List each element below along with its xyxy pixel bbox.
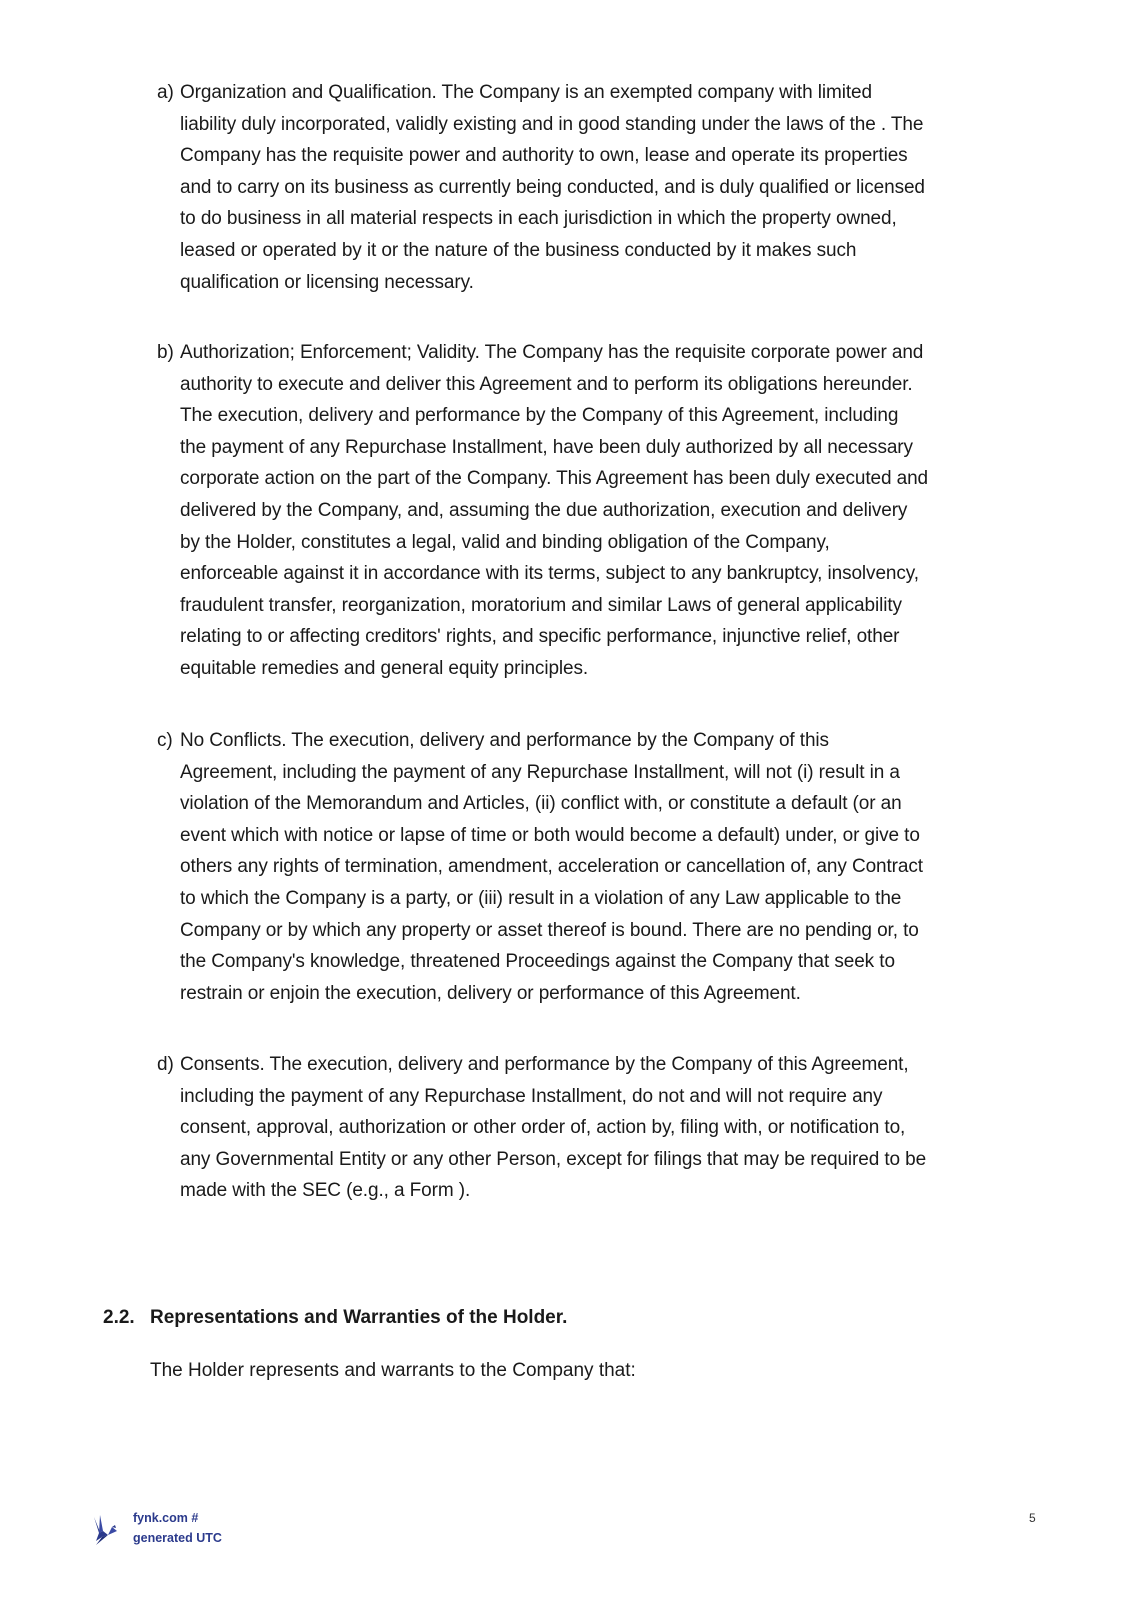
clause-line: enforceable against it in accordance with its terms, subject to any bankruptcy, insolvency,	[180, 563, 919, 585]
section-heading	[103, 1305, 567, 1331]
footer-brand	[133, 1508, 222, 1548]
clause-body	[180, 77, 1047, 298]
clause-c	[157, 725, 1047, 1009]
clause-line: Consents. The execution, delivery and performance by the Company of this Agreement,	[180, 1054, 909, 1075]
clause-line: made with the SEC (e.g., a Form ).	[180, 1180, 471, 1202]
clause-body	[180, 1049, 1047, 1207]
clause-line: Company has the requisite power and authority to own, lease and operate its properties	[180, 145, 908, 167]
clause-line: and to carry on its business as currently being conducted, and is duly qualified or licensed	[180, 176, 925, 198]
footer-brand-line: fynk.com #	[133, 1511, 199, 1525]
clause-line: The execution, delivery and performance by the Company of this Agreement, including	[180, 405, 899, 427]
clause-line: relating to or affecting creditors' rights, and specific performance, injunctive relief, other	[180, 626, 900, 648]
section-intro: The Holder represents and warrants to the Company that:	[150, 1360, 636, 1381]
fynk-bird-logo-icon	[90, 1511, 126, 1547]
clause-line: to do business in all material respects in each jurisdiction in which the property owned,	[180, 208, 897, 230]
clause-marker: c)	[157, 730, 173, 751]
clause-line: the payment of any Repurchase Installment, have been duly authorized by all necessary	[180, 436, 913, 458]
clause-line: authority to execute and deliver this Agreement and to perform its obligations hereunder.	[180, 373, 913, 395]
clause-line: any Governmental Entity or any other Person, except for filings that may be required to be	[180, 1148, 927, 1170]
clause-line: No Conflicts. The execution, delivery and performance by the Company of this	[180, 730, 829, 751]
page-number: 5	[1029, 1511, 1036, 1525]
clause-line: fraudulent transfer, reorganization, moratorium and similar Laws of general applicability	[180, 594, 902, 616]
clause-d	[157, 1049, 1047, 1207]
clause-a	[157, 77, 1047, 298]
clause-b	[157, 337, 1047, 685]
clause-marker: d)	[157, 1054, 174, 1075]
clause-line: restrain or enjoin the execution, delivery or performance of this Agreement.	[180, 982, 801, 1004]
clause-marker: a)	[157, 82, 174, 103]
clause-line: consent, approval, authorization or other order of, action by, filing with, or notification to,	[180, 1117, 906, 1139]
clause-line: Agreement, including the payment of any Repurchase Installment, will not (i) result in a	[180, 761, 900, 783]
clause-line: violation of the Memorandum and Articles, (ii) conflict with, or constitute a default (or an	[180, 793, 902, 815]
clause-marker: b)	[157, 342, 174, 363]
clause-body	[180, 725, 1047, 1009]
clause-line: event which with notice or lapse of time or both would become a default) under, or give to	[180, 824, 920, 846]
clause-line: others any rights of termination, amendment, acceleration or cancellation of, any Contract	[180, 856, 923, 878]
clause-line: leased or operated by it or the nature of the business conducted by it makes such	[180, 239, 857, 261]
section-number: 2.2.	[103, 1307, 135, 1328]
clause-body	[180, 337, 1047, 685]
clause-line: including the payment of any Repurchase Installment, do not and will not require any	[180, 1085, 883, 1107]
clause-line: corporate action on the part of the Company. This Agreement has been duly executed and	[180, 468, 929, 490]
clause-line: qualification or licensing necessary.	[180, 271, 474, 293]
clause-line: to which the Company is a party, or (iii) result in a violation of any Law applicable to the	[180, 887, 902, 909]
clause-line: delivered by the Company, and, assuming the due authorization, execution and delivery	[180, 499, 908, 521]
clause-line: by the Holder, constitutes a legal, valid and binding obligation of the Company,	[180, 531, 830, 553]
clause-line: Company or by which any property or asset thereof is bound. There are no pending or, to	[180, 919, 919, 941]
clause-line: Organization and Qualification. The Company is an exempted company with limited	[180, 82, 872, 103]
footer-generated-line: generated UTC	[133, 1531, 222, 1545]
clause-line: the Company's knowledge, threatened Proceedings against the Company that seek to	[180, 951, 895, 973]
clause-line: Authorization; Enforcement; Validity. The Company has the requisite corporate power and	[180, 342, 924, 363]
section-title: Representations and Warranties of the Holder.	[150, 1307, 568, 1328]
clause-line: liability duly incorporated, validly existing and in good standing under the laws of the . The	[180, 113, 924, 135]
clause-line: equitable remedies and general equity principles.	[180, 657, 589, 679]
